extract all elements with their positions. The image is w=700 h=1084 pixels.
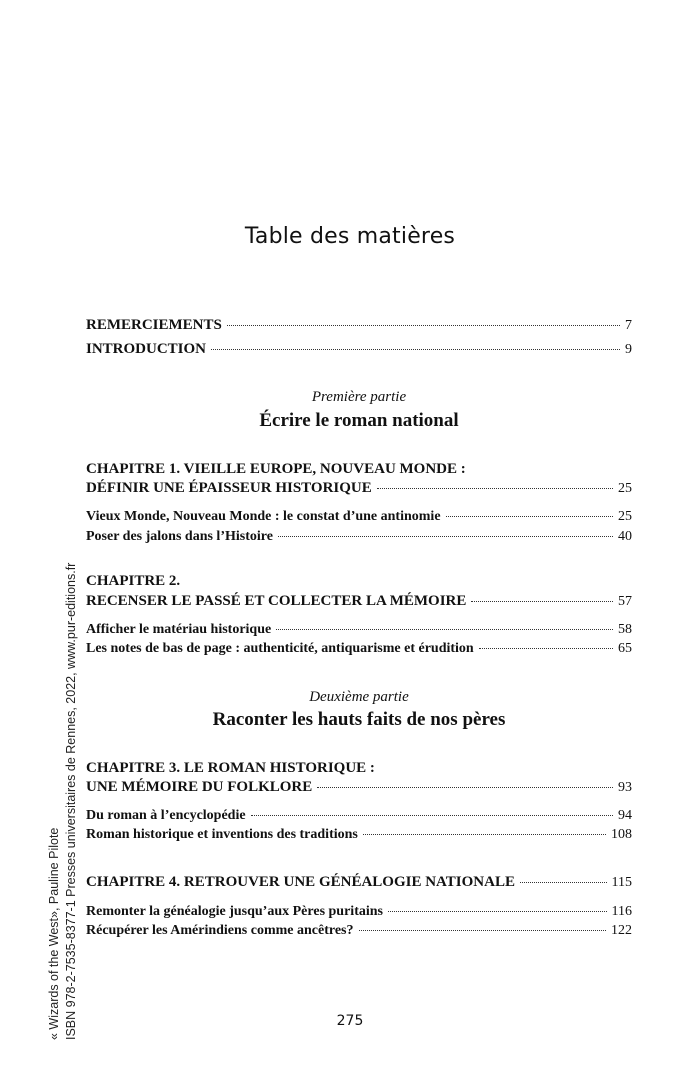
toc-entry-label: Les notes de bas de page : authenticité, antiquarisme et érudition	[86, 641, 474, 656]
toc-entry-label: Roman historique et inventions des traditions	[86, 827, 358, 842]
toc-entry-remerciements[interactable]	[86, 316, 632, 335]
toc-entry-label: Récupérer les Amérindiens comme ancêtres?	[86, 923, 354, 938]
page-number: 275	[336, 1013, 364, 1029]
dot-leader	[227, 324, 620, 326]
toc-entry-introduction[interactable]	[86, 340, 632, 359]
toc-entry-section[interactable]	[86, 621, 632, 639]
toc-entry-page: 25	[618, 509, 632, 524]
dot-leader	[211, 348, 620, 350]
toc-entry-chapter-2[interactable]	[86, 592, 632, 611]
toc-entry-label: DÉFINIR UNE ÉPAISSEUR HISTORIQUE	[86, 480, 372, 496]
dot-leader	[479, 647, 613, 649]
toc-entry-page: 93	[618, 780, 632, 795]
toc-entry-label: INTRODUCTION	[86, 341, 207, 357]
toc-entry-page: 122	[611, 923, 632, 938]
toc-entry-page: 108	[611, 827, 632, 842]
side-note-line: ISBN 978-2-7535-8377-1 Presses universitaires de Rennes, 2022, www.pur-editions.fr	[64, 562, 78, 1040]
dot-leader	[276, 628, 613, 630]
toc-entry-page: 115	[611, 875, 632, 890]
side-note-line: « Wizards of the West», Pauline Pilote	[47, 827, 61, 1040]
toc-entry-label: Afficher le matériau historique	[86, 622, 272, 637]
chapter-title-line: CHAPITRE 1. VIEILLE EUROPE, NOUVEAU MONDE :	[86, 461, 466, 477]
toc-entry-label: UNE MÉMOIRE DU FOLKLORE	[86, 779, 313, 795]
toc-entry-page: 7	[625, 318, 632, 333]
toc-entry-label: Poser des jalons dans l’Histoire	[86, 529, 273, 544]
part-title: Écrire le roman national	[259, 410, 459, 431]
toc-entry-label: Vieux Monde, Nouveau Monde : le constat d’une antinomie	[86, 509, 441, 524]
toc-entry-page: 94	[618, 808, 632, 823]
dot-leader	[278, 535, 613, 537]
part-title: Raconter les hauts faits de nos pères	[212, 709, 506, 730]
dot-leader	[520, 881, 607, 883]
dot-leader	[388, 910, 607, 912]
page-title: Table des matières	[244, 224, 456, 249]
toc-entry-label: Remonter la généalogie jusqu’aux Pères puritains	[86, 904, 383, 919]
toc-entry-page: 58	[618, 622, 632, 637]
toc-entry-label: CHAPITRE 4. RETROUVER UNE GÉNÉALOGIE NATIONALE	[86, 874, 515, 890]
toc-entry-page: 116	[611, 904, 632, 919]
side-copyright-note	[46, 563, 80, 1040]
toc-entry-section[interactable]	[86, 508, 632, 526]
part-label: Deuxième partie	[309, 689, 409, 705]
toc-entry-chapter-4[interactable]	[86, 873, 632, 892]
toc-entry-page: 25	[618, 481, 632, 496]
toc-entry-page: 9	[625, 342, 632, 357]
toc-entry-chapter-3[interactable]	[86, 778, 632, 797]
toc-entry-section[interactable]	[86, 826, 632, 844]
toc-entry-section[interactable]	[86, 528, 632, 546]
dot-leader	[363, 833, 606, 835]
toc-entry-label: RECENSER LE PASSÉ ET COLLECTER LA MÉMOIRE	[86, 593, 467, 609]
toc-entry-page: 40	[618, 529, 632, 544]
toc-entry-label: REMERCIEMENTS	[86, 317, 222, 333]
chapter-title-line: CHAPITRE 2.	[86, 573, 181, 589]
dot-leader	[377, 487, 613, 489]
toc-entry-section[interactable]	[86, 807, 632, 825]
toc-entry-section[interactable]	[86, 903, 632, 921]
dot-leader	[317, 786, 613, 788]
dot-leader	[446, 515, 613, 517]
toc-entry-chapter-1[interactable]	[86, 479, 632, 498]
dot-leader	[251, 814, 613, 816]
toc-entry-page: 65	[618, 641, 632, 656]
toc-entry-label: Du roman à l’encyclopédie	[86, 808, 246, 823]
toc-entry-section[interactable]	[86, 640, 632, 658]
part-label: Première partie	[311, 389, 407, 405]
chapter-title-line: CHAPITRE 3. LE ROMAN HISTORIQUE :	[86, 760, 375, 776]
dot-leader	[359, 929, 607, 931]
dot-leader	[471, 600, 613, 602]
toc-entry-section[interactable]	[86, 922, 632, 940]
toc-entry-page: 57	[618, 594, 632, 609]
